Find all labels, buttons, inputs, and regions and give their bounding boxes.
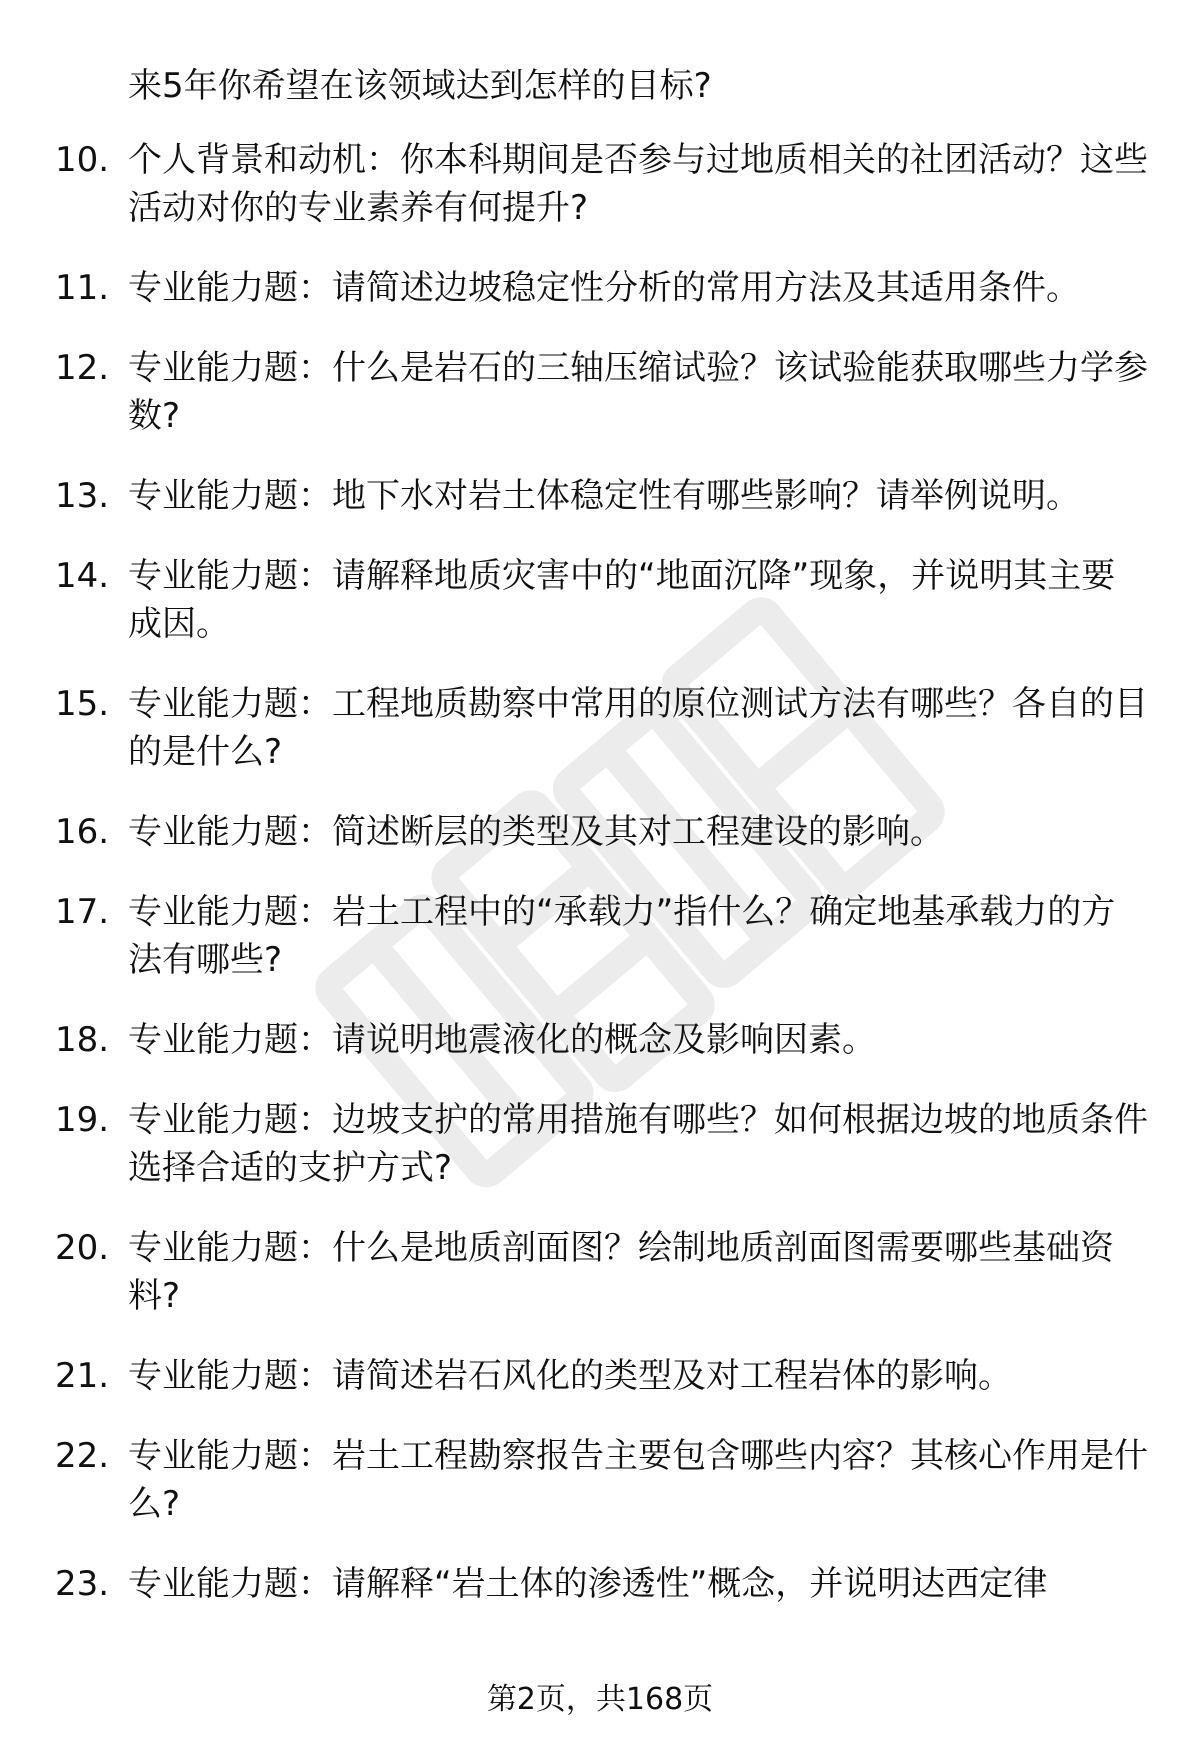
question-item [0, 888, 1200, 984]
question-item [0, 472, 1200, 520]
question-text: 专业能力题：请解释地质灾害中的“地面沉降”现象，并说明其主要成因。 [128, 556, 1116, 644]
question-number: 14. [55, 556, 110, 596]
question-text: 专业能力题：什么是地质剖面图？绘制地质剖面图需要哪些基础资料? [128, 1228, 1114, 1316]
question-item [0, 1560, 1200, 1608]
question-number: 16. [55, 812, 110, 852]
page-footer: 第2页，共168页 [486, 1682, 714, 1717]
question-text: 专业能力题：简述断层的类型及其对工程建设的影响。 [128, 812, 944, 852]
question-item [0, 1016, 1200, 1064]
question-number: 17. [55, 892, 110, 932]
question-number: 13. [55, 476, 110, 516]
question-text: 专业能力题：请解释“岩土体的渗透性”概念，并说明达西定律 [128, 1564, 1048, 1604]
question-text: 专业能力题：请简述岩石风化的类型及对工程岩体的影响。 [128, 1356, 1012, 1396]
question-item [0, 808, 1200, 856]
question-item [0, 680, 1200, 776]
question-item [0, 552, 1200, 648]
question-item [0, 1096, 1200, 1192]
question-number: 12. [55, 348, 110, 388]
question-text: 专业能力题：工程地质勘察中常用的原位测试方法有哪些？各自的目的是什么? [128, 684, 1148, 772]
question-number: 20. [55, 1228, 110, 1268]
question-number: 21. [55, 1356, 110, 1396]
question-item [0, 136, 1200, 232]
question-number: 15. [55, 684, 110, 724]
question-text: 专业能力题：请说明地震液化的概念及影响因素。 [128, 1020, 876, 1060]
question-text: 专业能力题：岩土工程勘察报告主要包含哪些内容？其核心作用是什么? [128, 1436, 1148, 1524]
question-text: 个人背景和动机：你本科期间是否参与过地质相关的社团活动？这些活动对你的专业素养有何提升? [128, 140, 1148, 228]
question-text: 专业能力题：边坡支护的常用措施有哪些？如何根据边坡的地质条件选择合适的支护方式? [128, 1100, 1148, 1188]
question-item [0, 264, 1200, 312]
question-item [0, 344, 1200, 440]
question-item [0, 1224, 1200, 1320]
question-text: 专业能力题：什么是岩石的三轴压缩试验？该试验能获取哪些力学参数? [128, 348, 1148, 436]
question-text: 专业能力题：请简述边坡稳定性分析的常用方法及其适用条件。 [128, 268, 1080, 308]
question-item [0, 1352, 1200, 1400]
continuation-line: 来5年你希望在该领域达到怎样的目标? [128, 66, 712, 106]
question-number: 19. [55, 1100, 110, 1140]
question-text: 专业能力题：岩土工程中的“承载力”指什么？确定地基承载力的方法有哪些? [128, 892, 1116, 980]
question-number: 23. [55, 1564, 110, 1604]
question-item [0, 1432, 1200, 1528]
question-number: 22. [55, 1436, 110, 1476]
question-text: 专业能力题：地下水对岩土体稳定性有哪些影响？请举例说明。 [128, 476, 1080, 516]
question-list [0, 136, 1200, 1640]
question-number: 18. [55, 1020, 110, 1060]
question-number: 11. [55, 268, 110, 308]
question-number: 10. [55, 140, 110, 180]
